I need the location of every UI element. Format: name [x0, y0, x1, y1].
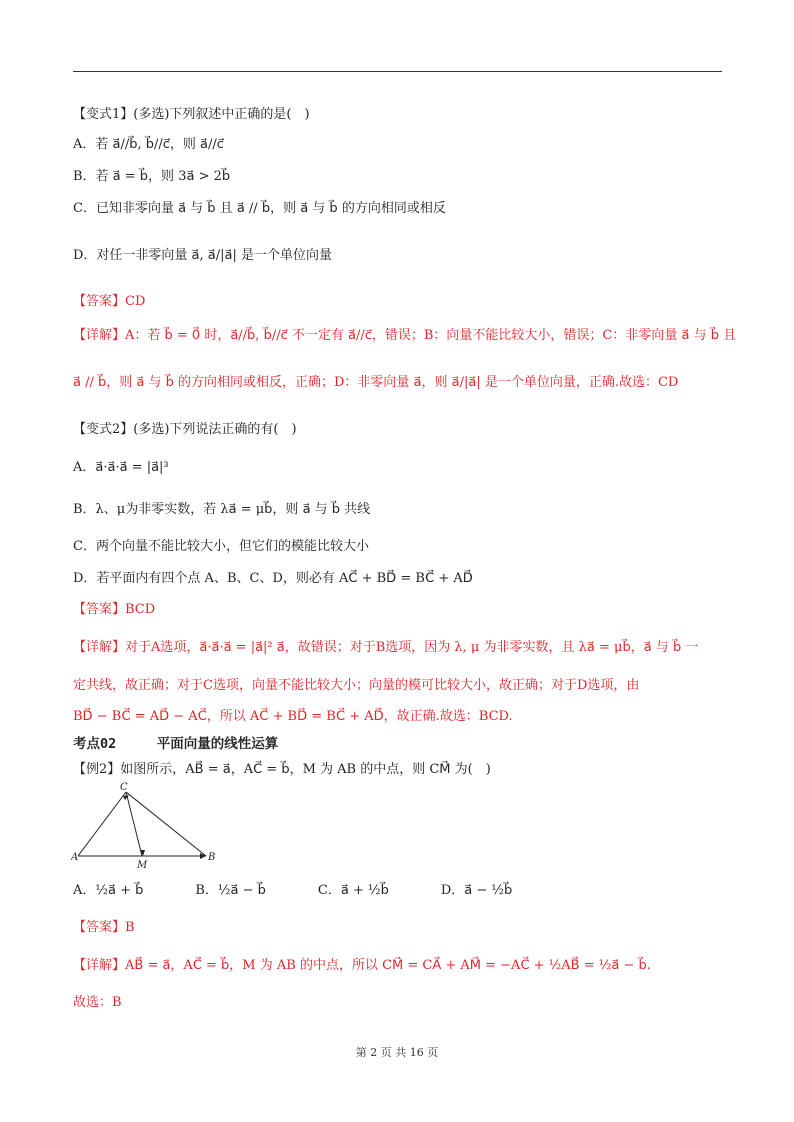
line-v1-d: D．对任一非零向量 a⃗, a⃗/|a⃗| 是一个单位向量 — [73, 248, 332, 263]
line-v2-det2: 定共线，故正确；对于C选项，向量不能比较大小；向量的模可比较大小，故正确；对于D选项，由 — [73, 678, 640, 693]
triangle-figure — [71, 782, 221, 874]
line-v2-det3: BD⃗ − BC⃗ = AD⃗ − AC⃗，所以 AC⃗ + BD⃗ = BC⃗ + AD⃗，故正确.故选：BCD. — [73, 709, 513, 724]
line-v1-det2: a⃗ // b⃗，则 a⃗ 与 b⃗ 的方向相同或相反，正确；D：非零向量 a⃗，则 a⃗/|a⃗| 是一个单位向量，正确.故选：CD — [73, 375, 679, 390]
line-v1-title: 【变式1】(多选)下列叙述中正确的是( ) — [73, 107, 310, 122]
line-v2-a: A．a⃗·a⃗·a⃗ = |a⃗|³ — [73, 460, 169, 475]
line-ex2-det: 【详解】AB⃗ = a⃗，AC⃗ = b⃗，M 为 AB 的中点，所以 CM⃗ = CA⃗ + AM⃗ = −AC⃗ + ½AB⃗ = ½a⃗ − b⃗. — [73, 958, 651, 973]
line-ex2-choice: 故选：B — [73, 995, 122, 1010]
side-ac — [78, 792, 126, 856]
segment-cm — [126, 792, 142, 856]
line-v1-b: B．若 a⃗ = b⃗，则 3a⃗ > 2b⃗ — [73, 169, 231, 184]
line-v2-title: 【变式2】(多选)下列说法正确的有( ) — [73, 422, 297, 437]
line-v2-det1: 【详解】对于A选项，a⃗·a⃗·a⃗ = |a⃗|² a⃗，故错误；对于B选项，因为 λ, μ 为非零实数，且 λa⃗ = μb⃗，a⃗ 与 b⃗ 一 — [73, 640, 699, 655]
line-sec-02: 考点02 平面向量的线性运算 — [73, 736, 279, 752]
line-v2-d: D．若平面内有四个点 A、B、C、D，则必有 AC⃗ + BD⃗ = BC⃗ + AD⃗ — [73, 571, 473, 586]
label-b: B — [208, 852, 216, 863]
line-v1-det1: 【详解】A：若 b⃗ = 0⃗ 时，a⃗//b⃗, b⃗//c⃗ 不一定有 a⃗//c⃗，错误；B：向量不能比较大小，错误；C：非零向量 a⃗ 与 b⃗ 且 — [73, 328, 737, 343]
line-v1-ans: 【答案】CD — [73, 294, 146, 309]
page-footer: 第 2 页 共 16 页 — [355, 1046, 439, 1059]
line-v2-c: C．两个向量不能比较大小，但它们的模能比较大小 — [73, 539, 369, 554]
line-ex2-opts: A．½a⃗ + b⃗ B．½a⃗ − b⃗ C．a⃗ + ½b⃗ D．a⃗ − ½b⃗ — [73, 883, 513, 898]
header-rule — [73, 71, 722, 72]
line-v2-ans: 【答案】BCD — [73, 602, 156, 617]
line-v1-a: A．若 a⃗//b⃗, b⃗//c⃗，则 a⃗//c⃗ — [73, 137, 224, 152]
line-v1-c: C．已知非零向量 a⃗ 与 b⃗ 且 a⃗ // b⃗，则 a⃗ 与 b⃗ 的方向相同或相反 — [73, 201, 446, 216]
side-cb — [126, 792, 206, 856]
line-ex2-ans: 【答案】B — [73, 920, 135, 935]
label-m: M — [137, 860, 148, 871]
label-c: C — [120, 782, 128, 793]
line-ex2-title: 【例2】如图所示，AB⃗ = a⃗，AC⃗ = b⃗，M 为 AB 的中点，则 CM⃗ 为( ) — [73, 762, 491, 777]
label-a: A — [71, 852, 79, 863]
line-v2-b: B．λ、μ为非零实数，若 λa⃗ = μb⃗，则 a⃗ 与 b⃗ 共线 — [73, 502, 371, 517]
